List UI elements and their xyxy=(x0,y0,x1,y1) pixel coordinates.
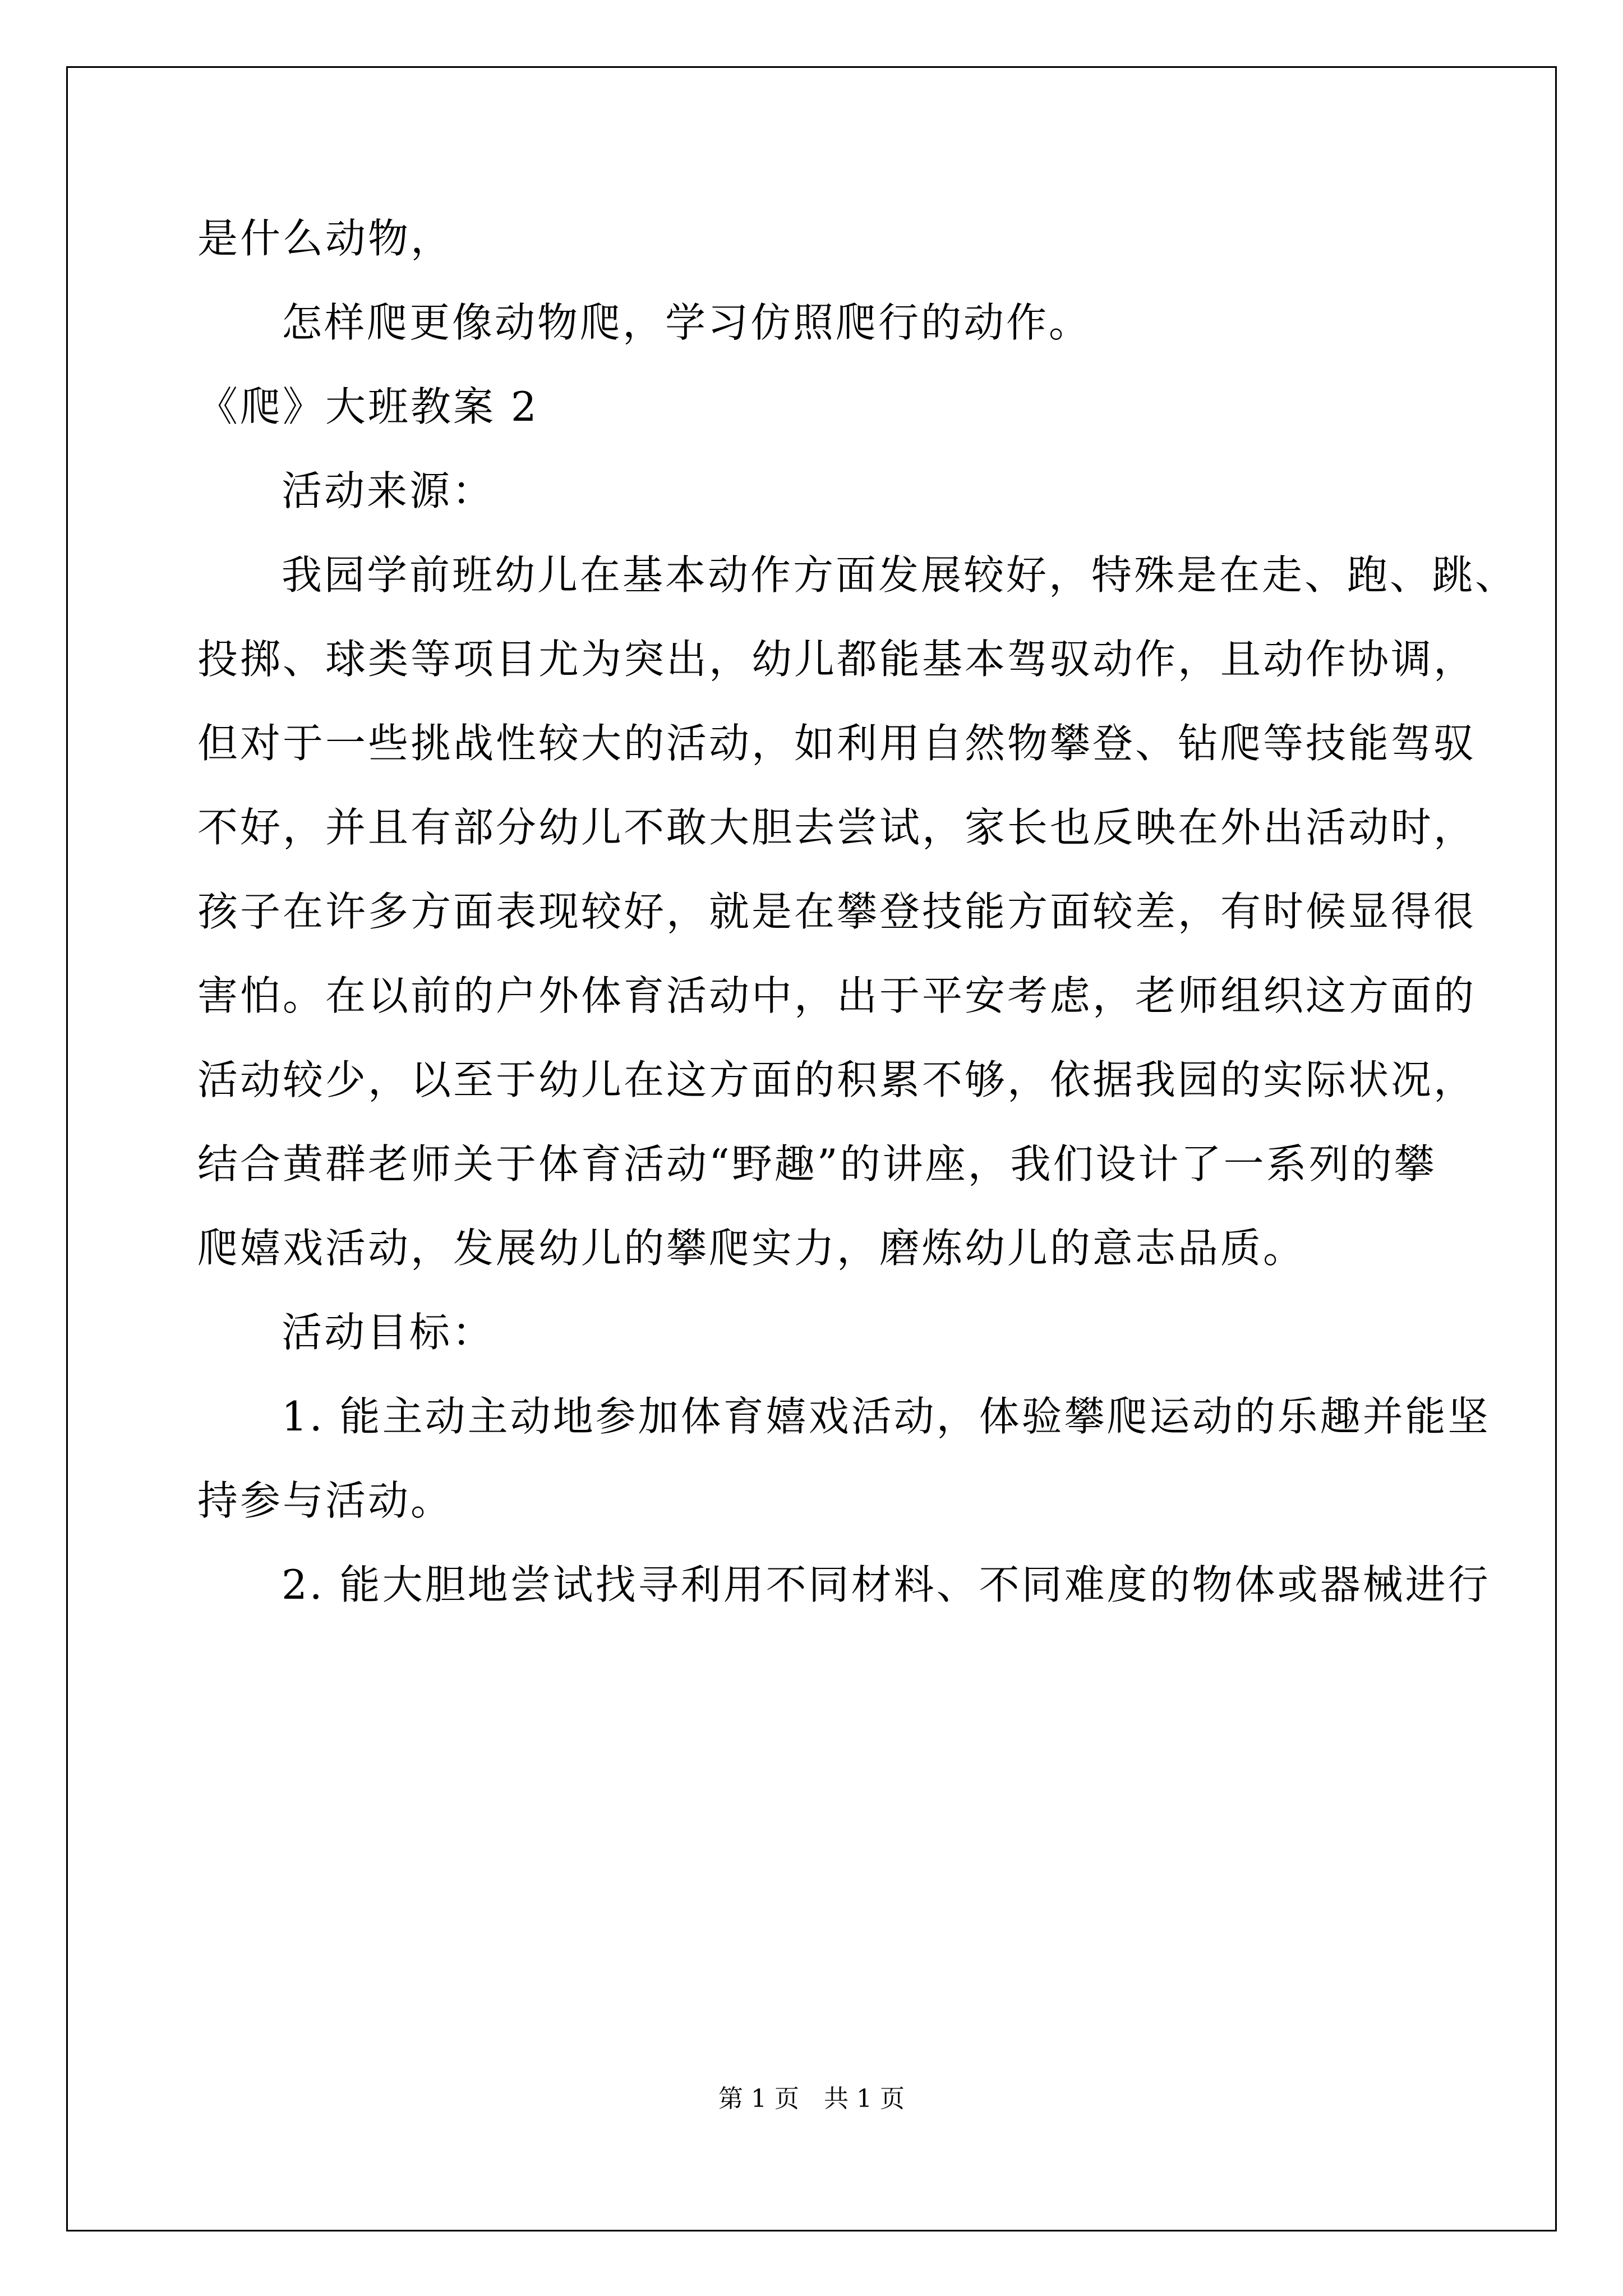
text-line: 活动来源： xyxy=(282,467,495,514)
text-line: 不好，并且有部分幼儿不敢大胆去尝试，家长也反映在外出活动时， xyxy=(197,804,1477,851)
text-line: 投掷、球类等项目尤为突出，幼儿都能基本驾驭动作，且动作协调， xyxy=(197,636,1477,683)
text-line: 我园学前班幼儿在基本动作方面发展较好，特殊是在走、跑、跳、 xyxy=(282,551,1518,599)
text-line: 害怕。在以前的户外体育活动中，出于平安考虑，老师组织这方面的 xyxy=(197,972,1477,1019)
text-line: 怎样爬更像动物爬，学习仿照爬行的动作。 xyxy=(282,299,1092,346)
text-line: 活动目标： xyxy=(282,1309,495,1356)
section-heading: 《爬》大班教案 2 xyxy=(197,383,539,430)
page-footer: 第 1 页 共 1 页 xyxy=(718,2085,905,2113)
text-line: 2. 能大胆地尝试找寻利用不同材料、不同难度的物体或器械进行 xyxy=(282,1561,1491,1608)
text-line: 结合黄群老师关于体育活动“野趣”的讲座，我们设计了一系列的攀 xyxy=(197,1140,1437,1188)
text-line: 孩子在许多方面表现较好，就是在攀登技能方面较差，有时候显得很 xyxy=(197,888,1477,935)
text-line: 活动较少，以至于幼儿在这方面的积累不够，依据我园的实际状况， xyxy=(197,1056,1477,1103)
text-line: 持参与活动。 xyxy=(197,1477,454,1524)
text-line: 但对于一些挑战性较大的活动，如利用自然物攀登、钻爬等技能驾驭 xyxy=(197,720,1477,767)
text-line: 1. 能主动主动地参加体育嬉戏活动，体验攀爬运动的乐趣并能坚 xyxy=(282,1393,1491,1440)
text-line: 爬嬉戏活动，发展幼儿的攀爬实力，磨炼幼儿的意志品质。 xyxy=(197,1225,1306,1272)
text-line: 是什么动物， xyxy=(197,215,454,262)
